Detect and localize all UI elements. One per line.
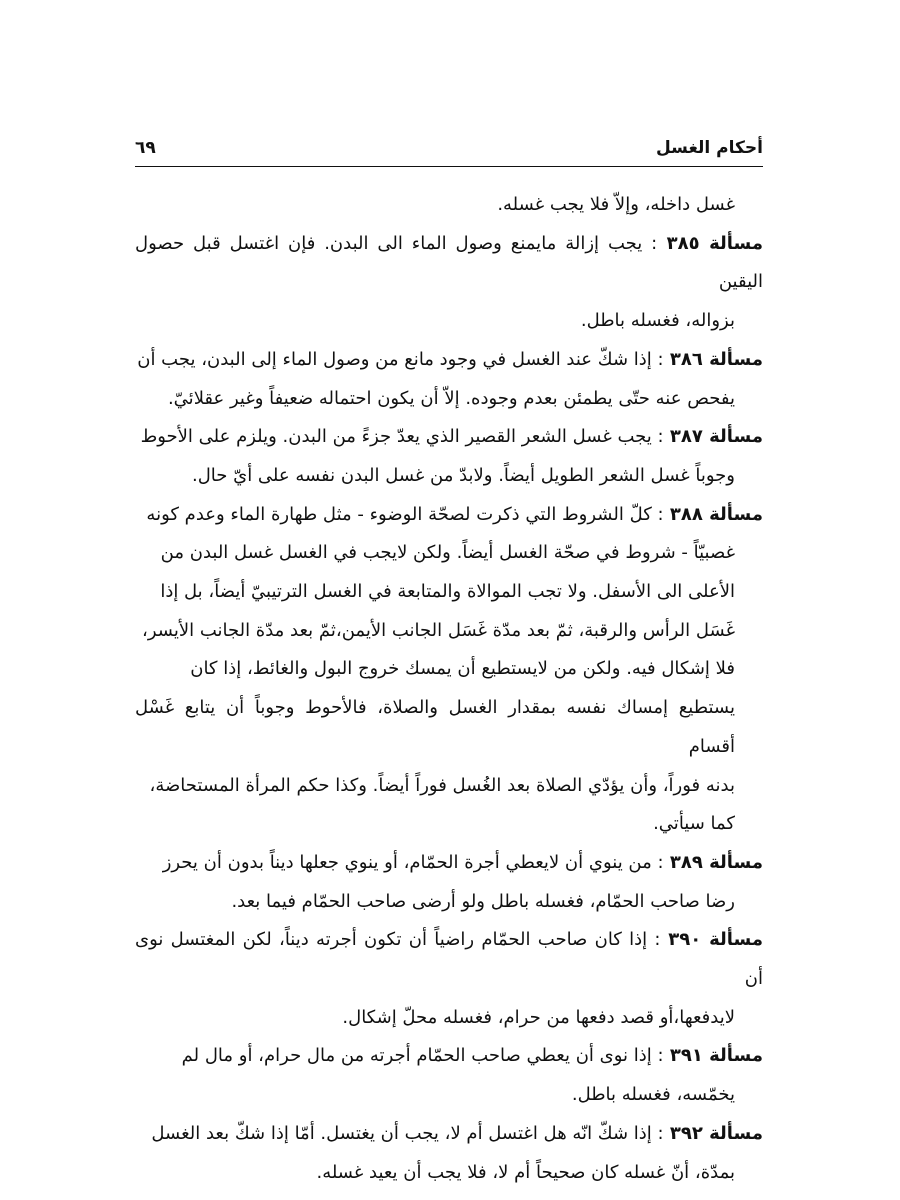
- issue-label: [657, 233, 763, 254]
- issue-text: بدنه فوراً، وأن يؤدّي الصلاة بعد الغُسل فوراً أيضاً. وكذا حكم المرأة المستحاضة،: [149, 774, 735, 796]
- page-number: ٦٩: [135, 138, 156, 158]
- issue-line: [135, 380, 763, 419]
- issue-line: [135, 573, 763, 612]
- issue-label: [664, 1123, 763, 1144]
- page-body: [135, 186, 763, 1192]
- issue-line: [135, 457, 763, 496]
- issue-text: كما سيأتي.: [653, 813, 735, 835]
- issue-paragraph: [135, 341, 763, 418]
- issue-line: [135, 999, 763, 1038]
- issue-paragraph: [135, 496, 763, 844]
- issue-word: مسألة: [709, 426, 763, 448]
- issue-number: ٣٨٨: [663, 503, 710, 525]
- page-header: [135, 138, 763, 158]
- issue-line: [135, 1115, 763, 1154]
- issue-text: : يجب إزالة مايمنع وصول الماء الى البدن. فإن اغتسل قبل حصول اليقين: [135, 232, 763, 293]
- issue-text: غَسَل الرأس والرقبة، ثمّ بعد مدّة غَسَل الجانب الأيمن،ثمّ بعد مدّة الجانب الأيسر،: [142, 619, 735, 641]
- issue-word: مسألة: [709, 232, 763, 254]
- header-rule: [135, 166, 763, 167]
- issue-paragraph: [135, 225, 763, 341]
- issue-number: ٣٨٧: [663, 426, 710, 448]
- issue-word: مسألة: [709, 503, 763, 525]
- issue-line: [135, 225, 763, 302]
- issue-paragraph: [135, 1037, 763, 1114]
- issue-number: ٣٨٩: [663, 851, 710, 873]
- issue-paragraph: [135, 1115, 763, 1192]
- issue-number: ٣٩٢: [663, 1122, 710, 1144]
- issue-line: [135, 767, 763, 806]
- issue-line: [135, 883, 763, 922]
- issue-text: بمدّة، أنّ غسله كان صحيحاً أم لا، فلا يجب أن يعيد غسله.: [316, 1161, 735, 1183]
- issue-text: الأعلى الى الأسفل. ولا تجب الموالاة والمتابعة في الغسل الترتيبيّ أيضاً، بل إذا: [160, 581, 735, 603]
- issue-label: [664, 504, 763, 525]
- issue-text: رضا صاحب الحمّام، فغسله باطل ولو أرضى صاحب الحمّام فيما بعد.: [231, 890, 735, 912]
- issue-word: مسألة: [709, 1045, 763, 1067]
- issue-text: وجوباً غسل الشعر الطويل أيضاً. ولابدّ من غسل البدن نفسه على أيّ حال.: [191, 464, 735, 486]
- issue-paragraph: [135, 844, 763, 921]
- issue-line: [135, 341, 763, 380]
- issue-line: [135, 650, 763, 689]
- issue-line: [135, 805, 763, 844]
- issue-line: [135, 1037, 763, 1076]
- issue-number: ٣٨٥: [657, 232, 710, 254]
- issue-text: بزواله، فغسله باطل.: [580, 310, 735, 332]
- issue-word: مسألة: [709, 929, 763, 951]
- issue-paragraph: [135, 418, 763, 495]
- issue-number: ٣٩٠: [660, 929, 710, 951]
- issue-label: [664, 1045, 763, 1066]
- issue-label: [664, 349, 763, 370]
- issue-paragraph: [135, 921, 763, 1037]
- issue-line: [135, 1154, 763, 1193]
- continuation-paragraph: غسل داخله، وإلاّ فلا يجب غسله.: [497, 194, 735, 215]
- issue-text: يستطيع إمساك نفسه بمقدار الغسل والصلاة، فالأحوط وجوباً أن يتابع غَسْل أقسام: [135, 697, 735, 757]
- issue-line: [135, 534, 763, 573]
- issue-text: : إذا شكّ عند الغسل في وجود مانع من وصول الماء إلى البدن، يجب أن: [137, 348, 664, 370]
- issue-text: غصبيّاً - شروط في صحّة الغسل أيضاً. ولكن لايجب في الغسل غسل البدن من: [160, 542, 735, 564]
- issue-line: [135, 612, 763, 651]
- running-title: أحكام الغسل: [655, 138, 763, 158]
- issue-line: [135, 689, 763, 766]
- issue-line: [135, 418, 763, 457]
- issue-line: [135, 302, 763, 341]
- issue-text: : إذا نوى أن يعطي صاحب الحمّام أجرته من مال حرام، أو مال لم: [181, 1045, 664, 1067]
- issue-text: : كلّ الشروط التي ذكرت لصحّة الوضوء - مثل طهارة الماء وعدم كونه: [146, 503, 664, 525]
- issue-text: : إذا شكّ انّه هل اغتسل أم لا، يجب أن يغتسل. أمّا إذا شكّ بعد الغسل: [151, 1122, 664, 1144]
- issue-text: يخمّسه، فغسله باطل.: [571, 1084, 735, 1106]
- issue-text: يفحص عنه حتّى يطمئن بعدم وجوده. إلاّ أن يكون احتماله ضعيفاً وغير عقلائيّ.: [167, 387, 735, 409]
- issue-line: [135, 921, 763, 998]
- issue-line: [135, 1076, 763, 1115]
- issue-line: [135, 844, 763, 883]
- issue-text: : إذا كان صاحب الحمّام راضياً أن تكون أجرته ديناً، لكن المغتسل نوى أن: [135, 929, 763, 990]
- issue-label: [664, 426, 763, 447]
- issue-word: مسألة: [709, 348, 763, 370]
- issue-word: مسألة: [709, 851, 763, 873]
- issues-list: [135, 225, 763, 1193]
- issue-word: مسألة: [709, 1122, 763, 1144]
- issue-label: [660, 929, 763, 950]
- issue-text: لايدفعها،أو قصد دفعها من حرام، فغسله محلّ إشكال.: [342, 1006, 735, 1028]
- issue-number: ٣٨٦: [663, 348, 710, 370]
- issue-number: ٣٩١: [663, 1045, 710, 1067]
- issue-line: [135, 496, 763, 535]
- issue-text: : يجب غسل الشعر القصير الذي يعدّ جزءً من البدن. ويلزم على الأحوط: [140, 426, 664, 448]
- issue-label: [664, 852, 763, 873]
- issue-text: فلا إشكال فيه. ولكن من لايستطيع أن يمسك خروج البول والغائط، إذا كان: [190, 658, 735, 680]
- issue-text: : من ينوي أن لايعطي أجرة الحمّام، أو ينوي جعلها ديناً بدون أن يحرز: [162, 851, 664, 873]
